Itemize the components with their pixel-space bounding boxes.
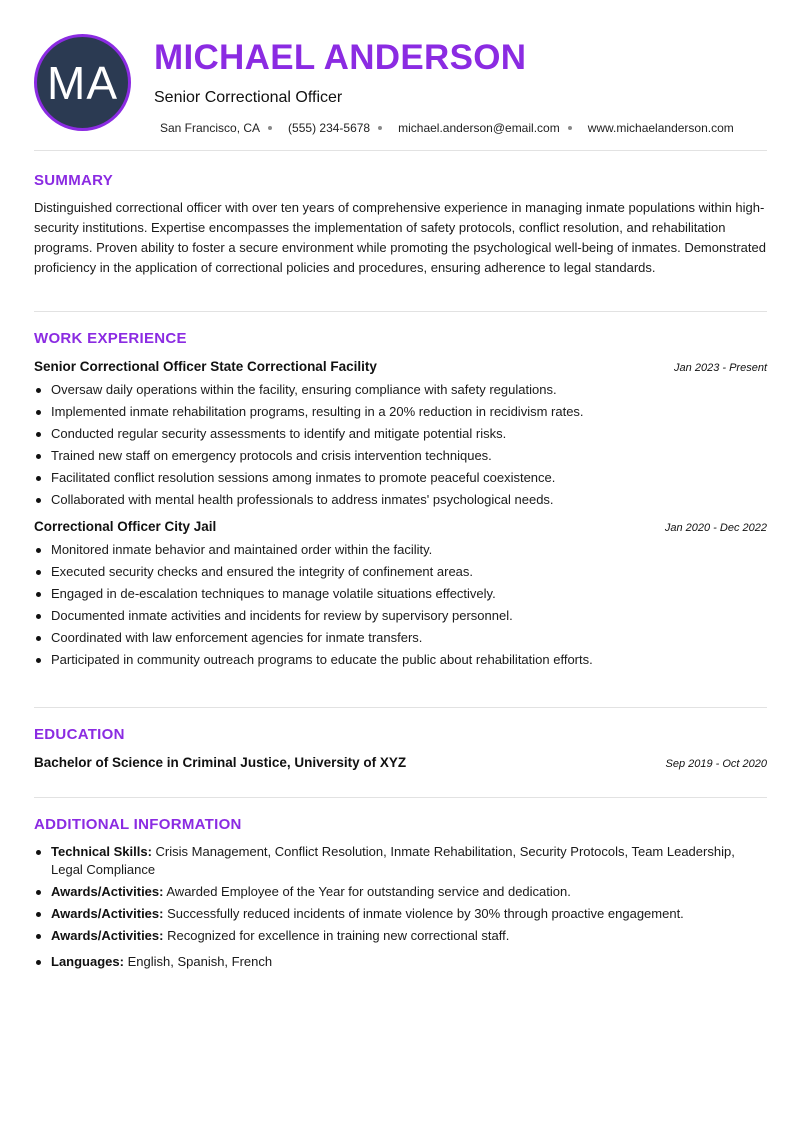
separator-dot-icon <box>378 126 382 130</box>
summary-heading: SUMMARY <box>34 172 114 189</box>
job-bullet-list <box>34 379 767 511</box>
contact-location: San Francisco, CA <box>160 121 261 135</box>
list-item: Implemented inmate rehabilitation programs, resulting in a 20% reduction in recidivism rates. <box>34 401 767 423</box>
degree-title: Bachelor of Science in Criminal Justice, University of XYZ <box>34 755 407 770</box>
education-entry <box>34 755 767 770</box>
education-section <box>34 708 767 798</box>
list-item <box>34 883 767 901</box>
contact-email[interactable]: michael.anderson@email.com <box>398 121 560 135</box>
separator-dot-icon <box>268 126 272 130</box>
resume-header <box>34 0 767 151</box>
job-date-range: Jan 2020 - Dec 2022 <box>664 522 767 534</box>
job-date-range: Jan 2023 - Present <box>674 362 767 374</box>
contact-phone: (555) 234-5678 <box>288 121 371 135</box>
info-label: Awards/Activities: <box>51 884 164 899</box>
list-item: Participated in community outreach programs to educate the public about rehabilitation efforts. <box>34 649 767 671</box>
additional-information-heading: ADDITIONAL INFORMATION <box>34 816 242 833</box>
work-experience-heading: WORK EXPERIENCE <box>34 330 187 347</box>
list-item: Executed security checks and ensured the integrity of confinement areas. <box>34 561 767 583</box>
contact-bar <box>160 121 734 135</box>
education-date-range: Sep 2019 - Oct 2020 <box>665 758 767 770</box>
info-text: Successfully reduced incidents of inmate violence by 30% through proactive engagement. <box>167 906 684 921</box>
info-label: Awards/Activities: <box>51 928 164 943</box>
list-item: Conducted regular security assessments to identify and mitigate potential risks. <box>34 423 767 445</box>
info-text: Crisis Management, Conflict Resolution, Inmate Rehabilitation, Security Protocols, Team Leadership, Legal Compliance <box>51 844 735 877</box>
job-title-employer: Correctional Officer City Jail <box>34 519 217 534</box>
info-text: Awarded Employee of the Year for outstanding service and dedication. <box>166 884 571 899</box>
info-label: Languages: <box>51 954 124 969</box>
work-experience-section <box>34 312 767 708</box>
avatar-initials: MA <box>47 56 118 109</box>
info-label: Technical Skills: <box>51 844 152 859</box>
summary-text: Distinguished correctional officer with over ten years of comprehensive experience in managing inmate populations within high-security institutions. Expertise encompasses the implementation of safety protocols, conflict resolution, and rehabilitation programs. Proven ability to foster a secure environment while promoting the psychological well-being of inmates. Demonstrated proficiency in the application of correctional policies and procedures, ensuring adherence to legal standards. <box>34 200 766 275</box>
additional-information-section <box>34 798 767 971</box>
additional-info-list <box>34 843 767 971</box>
candidate-name: MICHAEL ANDERSON <box>154 38 527 77</box>
list-item <box>34 927 767 945</box>
contact-website[interactable]: www.michaelanderson.com <box>587 121 734 135</box>
list-item: Engaged in de-escalation techniques to manage volatile situations effectively. <box>34 583 767 605</box>
list-item: Documented inmate activities and incidents for review by supervisory personnel. <box>34 605 767 627</box>
list-item: Collaborated with mental health professionals to address inmates' psychological needs. <box>34 489 767 511</box>
separator-dot-icon <box>568 126 572 130</box>
education-heading: EDUCATION <box>34 726 125 743</box>
job-title-employer: Senior Correctional Officer State Correctional Facility <box>34 359 377 374</box>
job-bullet-list <box>34 539 767 671</box>
list-item: Trained new staff on emergency protocols and crisis intervention techniques. <box>34 445 767 467</box>
list-item: Facilitated conflict resolution sessions among inmates to promote peaceful coexistence. <box>34 467 767 489</box>
info-label: Awards/Activities: <box>51 906 164 921</box>
list-item <box>34 843 767 879</box>
list-item: Monitored inmate behavior and maintained order within the facility. <box>34 539 767 561</box>
list-item <box>34 953 767 971</box>
job-entry-header <box>34 359 767 374</box>
job-title: Senior Correctional Officer <box>154 89 343 106</box>
job-entry-header <box>34 519 767 534</box>
list-item: Coordinated with law enforcement agencies for inmate transfers. <box>34 627 767 649</box>
list-item: Oversaw daily operations within the facility, ensuring compliance with safety regulations. <box>34 379 767 401</box>
list-item <box>34 905 767 923</box>
info-text: English, Spanish, French <box>127 954 273 969</box>
summary-section <box>34 151 767 312</box>
avatar <box>34 34 131 131</box>
info-text: Recognized for excellence in training new correctional staff. <box>167 928 510 943</box>
